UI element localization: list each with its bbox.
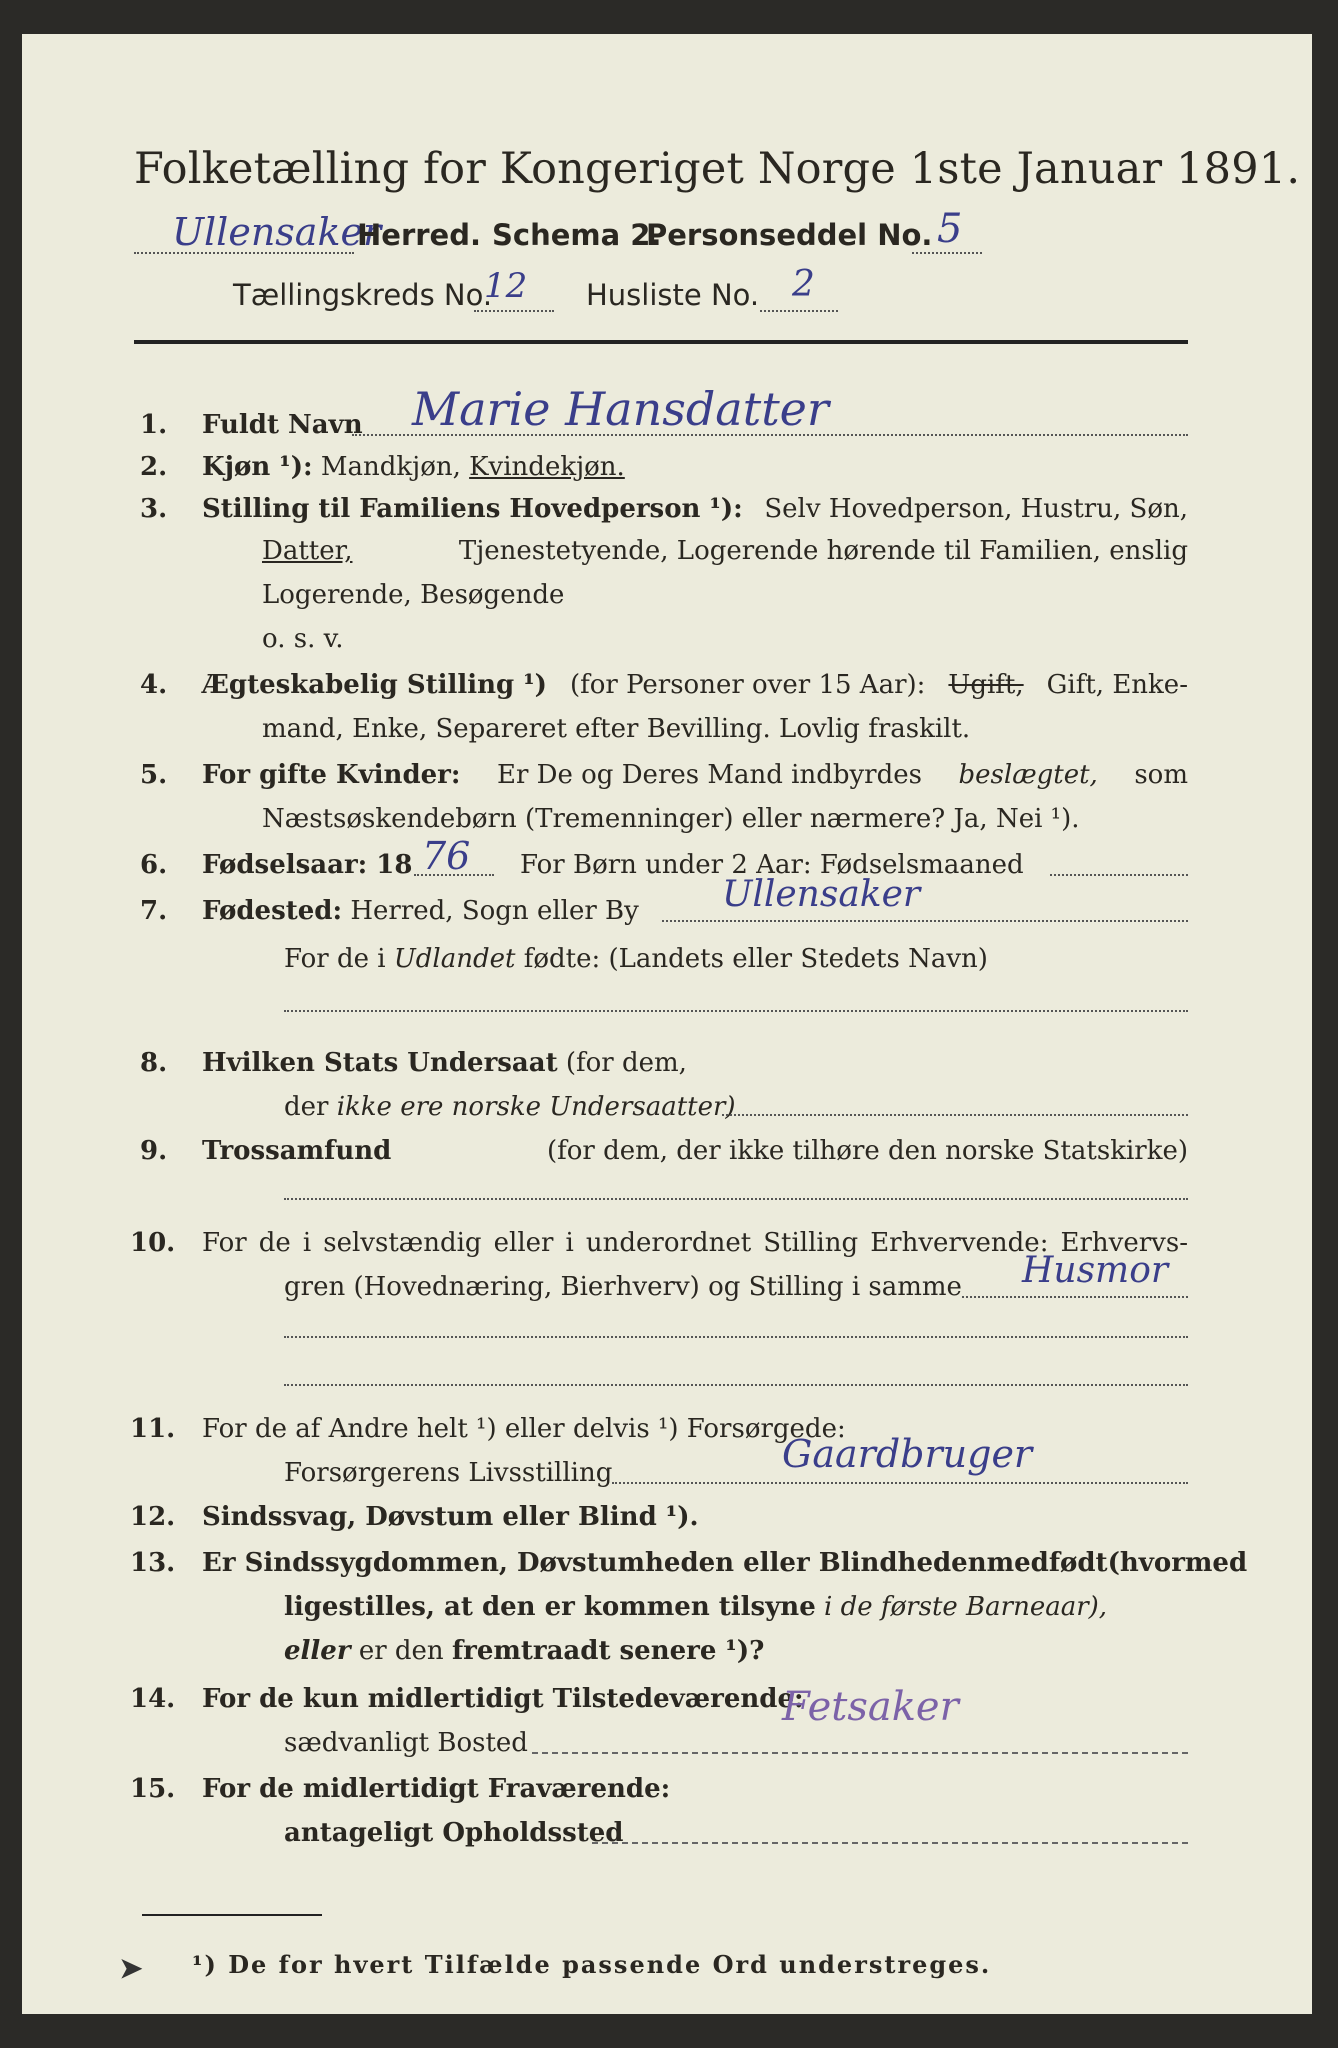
q11-provider-value: Gaardbruger [782,1432,1033,1476]
q4-line1 [202,670,1188,700]
q14-dotline [532,1752,1188,1754]
q7-number: 7. [140,896,168,926]
q13-line2-b: i de første Barneaar), [824,1592,1108,1622]
q5-line1-c: som [1134,760,1188,790]
q3-selected: Datter, [262,536,353,566]
q8-label: Hvilken Stats Undersaat [202,1048,558,1078]
q10-dotline [962,1296,1188,1298]
q13-line3-c: fremtraadt senere ¹)? [451,1636,765,1666]
q1-label: Fuldt Navn [202,410,363,440]
q8-line2-b: ikke ere norske Undersaatter) [336,1092,736,1122]
personseddel-label: Personseddel No. [646,218,933,252]
q10-line1: For de i selvstændig eller i underordnet Stilling Erhvervende: Erhvervs- [202,1228,1188,1258]
q6-number: 6. [140,850,168,880]
q1-name-value: Marie Hansdatter [412,382,829,436]
q10-dotline-2 [284,1336,1188,1338]
q14-residence-value: Fetsaker [782,1684,959,1730]
q2-option-female: Kvindekjøn. [469,452,625,482]
q5-line1 [202,760,1188,790]
q5-label: For gifte Kvinder: [202,760,461,790]
q4-line1-rest: (for Personer over 15 Aar): [569,670,926,700]
q7-dotline [662,920,1188,922]
q4-label: Ægteskabelig Stilling ¹) [202,670,547,700]
q8-line2 [284,1092,736,1122]
q13-line3-b: er den [358,1636,444,1666]
q10-dotline-3 [284,1384,1188,1386]
herred-value: Ullensaker [172,210,382,254]
q11-line1: For de af Andre helt ¹) eller delvis ¹) Forsørgede: [202,1414,846,1444]
q7-line1 [202,896,639,926]
census-form-page [22,34,1312,2014]
q2-option-male: Mandkjøn, [320,452,461,482]
q5-number: 5. [140,760,168,790]
q13-line2 [284,1592,1107,1622]
header-rule [134,340,1188,344]
personseddel-value: 5 [937,206,963,252]
q4-line1-end: Gift, Enke- [1046,670,1188,700]
q3-label: Stilling til Familiens Hovedperson ¹): [202,494,743,524]
q14-line2: sædvanligt Bosted [284,1728,528,1758]
q9-line [202,1136,1188,1166]
q2-line [202,452,625,482]
q9-dotline [284,1198,1188,1200]
q2-label: Kjøn ¹): [202,452,313,482]
q6-label: Fødselsaar: 18 [202,850,413,880]
q2-number: 2. [140,452,168,482]
husliste-dotline [760,310,838,312]
q9-label: Trossamfund [202,1136,392,1166]
q6-rest: For Børn under 2 Aar: Fødselsmaaned [520,850,1024,880]
q3-line4: o. s. v. [262,624,344,654]
q8-line2-a: der [284,1092,329,1122]
kreds-dotline [474,310,554,312]
q13-line1-b: medfødt [986,1548,1108,1578]
q15-number: 15. [130,1774,176,1804]
q9-number: 9. [140,1136,168,1166]
q5-line1-b: beslægtet, [958,760,1098,790]
q13-number: 13. [130,1548,176,1578]
q13-line3 [284,1636,764,1666]
q14-number: 14. [130,1684,176,1714]
q13-line1-a: Er Sindssygdommen, Døvstumheden eller Blindheden [202,1548,987,1578]
schema-label: Schema 2. [492,218,662,252]
q5-line1-a: Er De og Deres Mand indbyrdes [496,760,922,790]
q4-line2: mand, Enke, Separeret efter Bevilling. Lovlig fraskilt. [262,714,971,744]
husliste-value: 2 [792,264,815,305]
q8-number: 8. [140,1048,168,1078]
form-title: Folketælling for Kongeriget Norge 1ste Januar 1891. [134,144,1301,194]
q15-line2: antageligt Opholdssted [284,1818,624,1848]
footnote-text: ¹) De for hvert Tilfælde passende Ord understreges. [192,1950,992,1979]
q3-line2 [262,536,1188,566]
q8-line1 [202,1048,687,1078]
q12-label: Sindssvag, Døvstum eller Blind ¹). [202,1502,699,1532]
q13-line3-a: eller [284,1636,351,1666]
q3-line1-rest: Selv Hovedperson, Hustru, Søn, [764,494,1188,524]
q7-line2-c: fødte: (Landets eller Stedets Navn) [523,944,988,974]
q9-rest: (for dem, der ikke tilhøre den norske Statskirke) [546,1136,1188,1166]
q14-line1: For de kun midlertidigt Tilstedeværende: [202,1684,804,1714]
q7-label: Fødested: [202,896,343,926]
q4-selected: Ugift, [948,670,1024,700]
q12-number: 12. [130,1502,176,1532]
q3-line3: Logerende, Besøgende [262,580,565,610]
q11-dotline [612,1482,1188,1484]
q4-number: 4. [140,670,168,700]
q11-line2: Forsørgerens Livsstilling [284,1458,613,1488]
kreds-value: 12 [484,266,528,306]
q1-number: 1. [140,410,168,440]
q3-line1 [202,494,1188,524]
q13-line1 [202,1548,1248,1578]
q3-number: 3. [140,494,168,524]
q7-line2-a: For de i [284,944,386,974]
q7-rest: Herred, Sogn eller By [350,896,639,926]
q8-dotline [722,1114,1188,1116]
q8-line1-rest: (for dem, [565,1048,687,1078]
husliste-label: Husliste No. [586,278,760,312]
q13-line1-c: (hvormed [1107,1548,1248,1578]
q10-occupation-value: Husmor [1022,1250,1169,1291]
q10-line2: gren (Hovednæring, Bierhverv) og Stilling i samme [284,1272,962,1302]
q6-year-value: 76 [422,834,471,878]
q10-number: 10. [130,1228,176,1258]
q11-number: 11. [130,1414,176,1444]
q5-line2: Næstsøskendebørn (Tremenninger) eller nærmere? Ja, Nei ¹). [262,804,1080,834]
kreds-label: Tællingskreds No. [233,278,493,312]
q15-line1: For de midlertidigt Fraværende: [202,1774,671,1804]
q7-line2 [284,944,988,974]
herred-label: Herred. [357,218,481,252]
footnote-rule [142,1914,322,1916]
q15-dotline [592,1842,1188,1844]
registration-mark-left-icon: ➤ [117,1951,144,1987]
q7-birthplace-value: Ullensaker [722,874,921,915]
q7-line2-b: Udlandet [393,944,516,974]
q3-line2-rest: Tjenestetyende, Logerende hørende til Familien, enslig [458,536,1188,566]
q13-line2-a: ligestilles, at den er kommen tilsyne [284,1592,816,1622]
q6-month-dotline [1050,874,1188,876]
personseddel-dotline [912,252,982,254]
q7-foreign-dotline [284,1010,1188,1012]
